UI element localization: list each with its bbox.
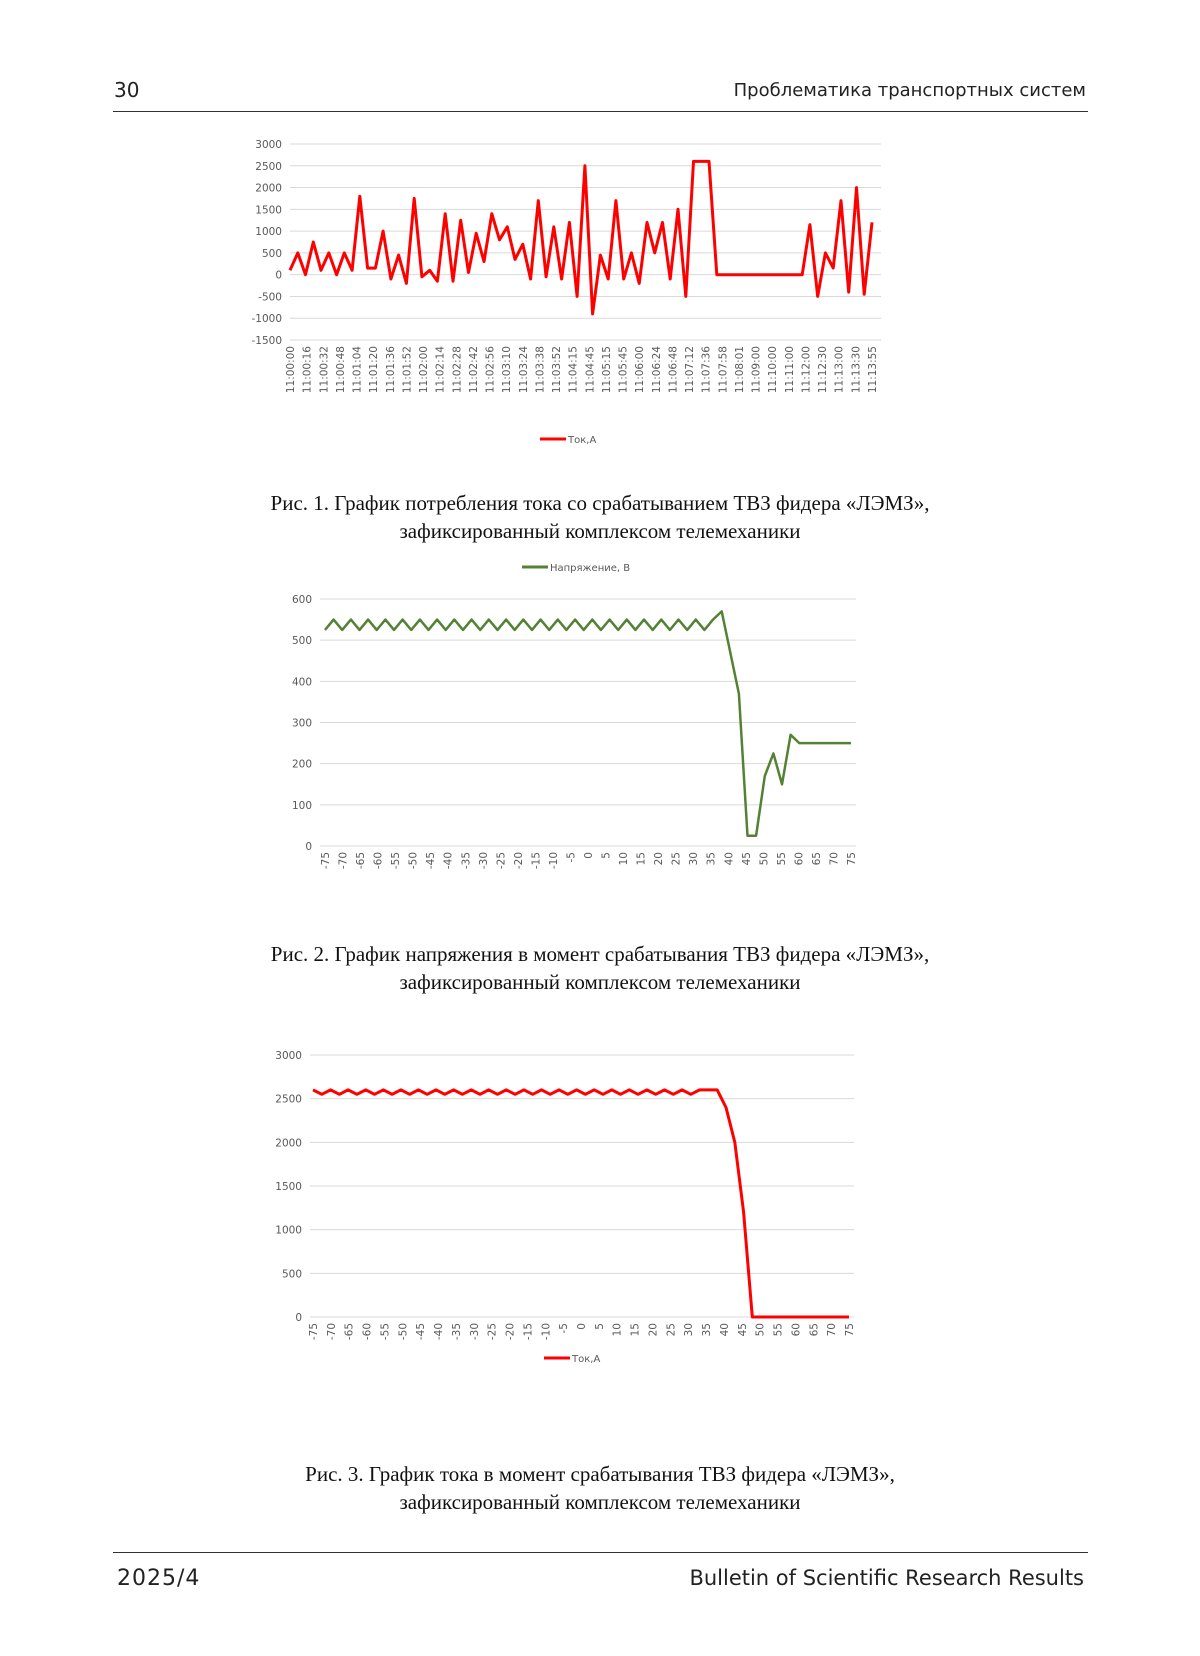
x-tick-label: 11:02:56 [484, 346, 497, 394]
x-tick-label: 11:03:24 [517, 346, 530, 394]
header-rule [113, 111, 1088, 112]
x-tick-label: 60 [790, 1323, 803, 1337]
x-tick-label: -25 [486, 1323, 499, 1341]
figure-3-caption-line-1: Рис. 3. График тока в момент срабатывания ТВЗ фидера «ЛЭМЗ», [305, 1462, 895, 1486]
figure-2-caption-line-1: Рис. 2. График напряжения в момент срабатывания ТВЗ фидера «ЛЭМЗ», [270, 942, 930, 966]
x-tick-label: -15 [530, 852, 543, 870]
x-tick-label: 11:00:48 [334, 346, 347, 394]
x-tick-label: 11:07:12 [684, 346, 697, 394]
x-tick-label: 5 [593, 1323, 606, 1330]
x-tick-label: 0 [576, 1323, 588, 1330]
y-tick-label: -1500 [251, 335, 282, 347]
x-tick-label: -60 [372, 852, 385, 870]
x-tick-label: -5 [565, 852, 578, 863]
x-tick-label: 11:02:00 [418, 346, 431, 394]
x-tick-label: -75 [320, 852, 332, 870]
x-tick-label: -65 [343, 1323, 356, 1341]
y-tick-label: 0 [305, 841, 312, 853]
x-tick-label: 11:03:52 [551, 346, 564, 394]
x-tick-label: 11:13:30 [850, 346, 863, 394]
x-tick-label: -70 [337, 852, 350, 870]
x-tick-label: 35 [701, 1323, 714, 1337]
y-tick-label: 3000 [275, 1050, 302, 1062]
x-tick-label: 20 [647, 1323, 660, 1337]
x-tick-label: 11:06:00 [634, 346, 647, 394]
x-tick-label: -30 [468, 1323, 481, 1341]
page-number: 30 [114, 78, 140, 102]
x-tick-label: 10 [618, 852, 631, 866]
x-tick-label: 50 [754, 1323, 767, 1337]
x-tick-label: -20 [504, 1323, 517, 1341]
x-tick-label: -10 [540, 1323, 553, 1341]
y-tick-label: 1500 [275, 1181, 302, 1193]
x-tick-label: 11:02:28 [451, 346, 464, 394]
legend-label: Ток,А [572, 1354, 601, 1365]
x-tick-label: 55 [775, 852, 788, 866]
y-tick-label: 1000 [255, 226, 282, 239]
x-tick-label: 65 [810, 852, 823, 866]
y-tick-label: 300 [291, 717, 312, 730]
x-tick-label: 11:08:01 [733, 346, 746, 394]
x-tick-label: 55 [772, 1323, 785, 1337]
x-tick-label: 11:06:48 [667, 346, 680, 394]
x-tick-label: -40 [433, 1323, 446, 1341]
y-tick-label: 1000 [275, 1224, 302, 1237]
journal-name: Bulletin of Scientific Research Results [689, 1566, 1084, 1590]
x-tick-label: 70 [828, 852, 841, 866]
x-tick-label: -75 [308, 1323, 320, 1341]
x-tick-label: -25 [495, 852, 508, 870]
x-tick-label: 10 [611, 1323, 624, 1337]
x-tick-label: 11:02:42 [467, 346, 480, 394]
x-tick-label: 15 [629, 1323, 642, 1337]
x-tick-label: 11:00:32 [318, 346, 331, 394]
legend-label: Напряжение, В [550, 563, 631, 574]
x-tick-label: -35 [460, 852, 473, 870]
x-tick-label: -10 [547, 852, 560, 870]
x-tick-label: 30 [688, 852, 701, 866]
x-tick-label: -50 [397, 1323, 410, 1341]
x-tick-label: 11:12:00 [800, 346, 813, 394]
y-tick-label: -500 [258, 291, 282, 304]
y-tick-label: 1500 [255, 204, 282, 217]
x-tick-label: 11:06:24 [650, 346, 663, 394]
x-tick-label: -60 [361, 1323, 374, 1341]
running-header-title: Проблематика транспортных систем [733, 80, 1086, 101]
x-tick-label: -30 [477, 852, 490, 870]
y-tick-label: 400 [291, 676, 312, 689]
figure-2-voltage-chart [290, 563, 950, 925]
y-tick-label: 500 [281, 1268, 302, 1281]
y-tick-label: 600 [291, 594, 312, 606]
y-tick-label: 500 [291, 635, 312, 648]
x-tick-label: 70 [826, 1323, 839, 1337]
y-tick-label: 2500 [275, 1093, 302, 1106]
figure-1-caption [0, 489, 1200, 545]
y-tick-label: 100 [291, 799, 312, 812]
y-tick-label: 3000 [255, 139, 282, 151]
x-tick-label: 60 [793, 852, 806, 866]
y-tick-label: 0 [295, 1312, 302, 1324]
x-tick-label: 25 [670, 852, 683, 866]
issue-number: 2025/4 [117, 1566, 201, 1591]
x-tick-label: 11:07:58 [717, 346, 730, 394]
figure-1-caption-line-2: зафиксированный комплексом телемеханики [399, 519, 801, 543]
figure-2-caption-line-2: зафиксированный комплексом телемеханики [399, 970, 801, 994]
x-tick-label: 11:02:14 [434, 346, 447, 394]
figure-3-caption [0, 1460, 1200, 1516]
x-tick-label: 20 [653, 852, 666, 866]
x-tick-label: -55 [390, 852, 403, 870]
x-tick-label: 15 [635, 852, 648, 866]
x-tick-label: 75 [846, 852, 858, 866]
figure-3-current-chart [275, 1040, 940, 1440]
x-tick-label: 50 [758, 852, 771, 866]
x-tick-label: 45 [736, 1323, 749, 1337]
x-tick-label: 11:12:30 [817, 346, 830, 394]
x-tick-label: 11:04:45 [584, 346, 597, 394]
x-tick-label: 40 [723, 852, 736, 866]
y-tick-label: 2500 [255, 160, 282, 173]
x-tick-label: -70 [325, 1323, 338, 1341]
series-line-1 [325, 611, 851, 835]
y-tick-label: -1000 [251, 313, 282, 326]
x-tick-label: 45 [740, 852, 753, 866]
x-tick-label: 11:10:00 [767, 346, 780, 394]
x-tick-label: 11:03:10 [501, 346, 514, 394]
x-tick-label: 11:01:52 [401, 346, 414, 394]
y-tick-label: 200 [291, 758, 312, 771]
figure-1-current-chart [240, 140, 960, 475]
x-tick-label: -20 [512, 852, 525, 870]
series-line-0 [290, 161, 872, 314]
footer-rule [113, 1552, 1088, 1553]
x-tick-label: 11:11:00 [783, 346, 796, 394]
x-tick-label: -15 [522, 1323, 535, 1341]
x-tick-label: 0 [583, 852, 595, 859]
x-tick-label: 11:00:16 [301, 346, 314, 394]
x-tick-label: 11:00:00 [285, 346, 297, 394]
x-tick-label: -45 [425, 852, 438, 870]
x-tick-label: 40 [718, 1323, 731, 1337]
x-tick-label: -5 [558, 1323, 571, 1334]
x-tick-label: -50 [407, 852, 420, 870]
y-tick-label: 0 [275, 269, 282, 282]
x-tick-label: 30 [683, 1323, 696, 1337]
y-tick-label: 500 [261, 247, 282, 260]
x-tick-label: 11:09:00 [750, 346, 763, 394]
x-tick-label: -35 [450, 1323, 463, 1341]
x-tick-label: 11:05:15 [600, 346, 613, 394]
figure-3-caption-line-2: зафиксированный комплексом телемеханики [399, 1490, 801, 1514]
figure-1-caption-line-1: Рис. 1. График потребления тока со срабатыванием ТВЗ фидера «ЛЭМЗ», [270, 491, 930, 515]
x-tick-label: -45 [415, 1323, 428, 1341]
x-tick-label: 11:01:20 [368, 346, 381, 394]
x-tick-label: 65 [808, 1323, 821, 1337]
figure-2-caption [0, 940, 1200, 996]
x-tick-label: -40 [442, 852, 455, 870]
x-tick-label: 11:04:15 [567, 346, 580, 394]
x-tick-label: 11:07:36 [700, 346, 713, 394]
legend-label: Ток,А [568, 435, 597, 446]
x-tick-label: 75 [844, 1323, 856, 1337]
x-tick-label: 11:05:45 [617, 346, 630, 394]
x-tick-label: 11:01:36 [384, 346, 397, 394]
x-tick-label: 11:03:38 [534, 346, 547, 394]
x-tick-label: 11:01:04 [351, 346, 364, 394]
y-tick-label: 2000 [275, 1137, 302, 1150]
y-tick-label: 2000 [255, 182, 282, 195]
x-tick-label: 25 [665, 1323, 678, 1337]
x-tick-label: 35 [705, 852, 718, 866]
x-tick-label: -55 [379, 1323, 392, 1341]
series-line-2 [313, 1090, 849, 1317]
x-tick-label: 5 [600, 852, 613, 859]
x-tick-label: -65 [355, 852, 368, 870]
x-tick-label: 11:13:00 [833, 346, 846, 394]
x-tick-label: 11:13:55 [867, 346, 879, 394]
